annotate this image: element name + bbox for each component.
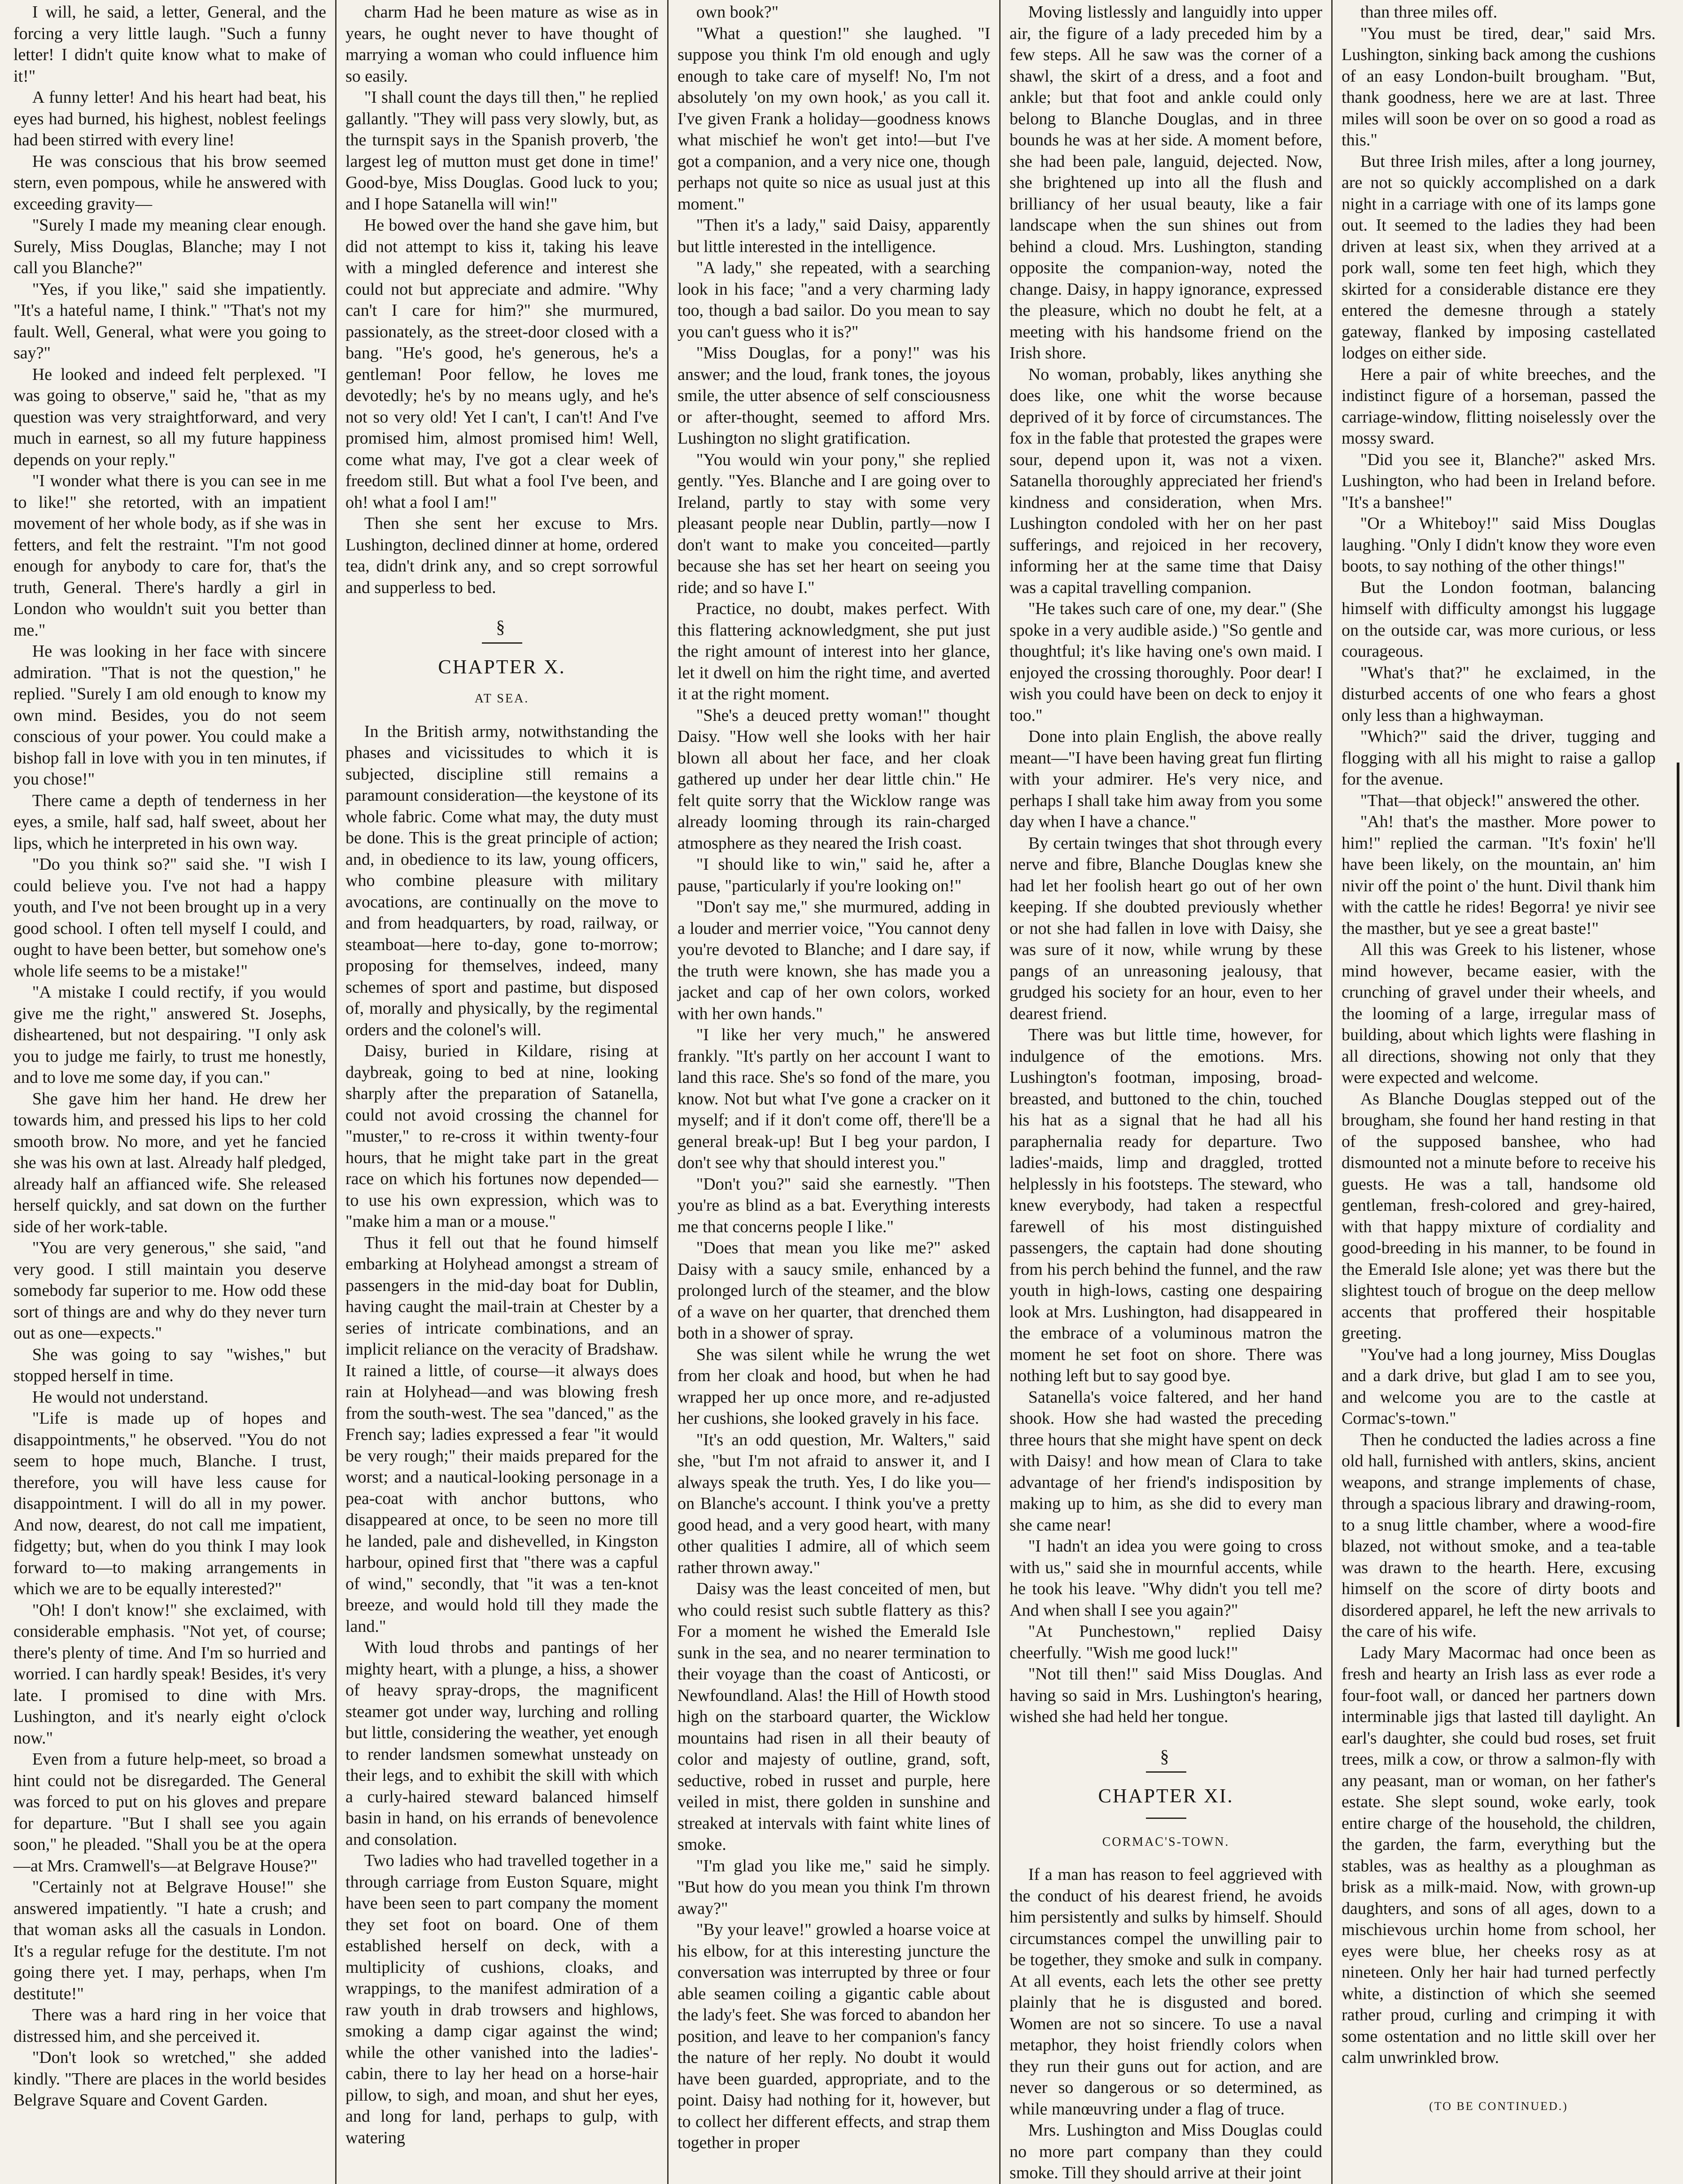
- chapter-rule: [1146, 1818, 1186, 1819]
- paragraph: But the London footman, balancing himself with difficulty amongst his luggage on the outside car, was more curious, or less courageous.: [1342, 578, 1656, 661]
- paragraph: "At Punchestown," replied Daisy cheerfully. "Wish me good luck!": [1010, 1622, 1322, 1662]
- paragraph: "She's a deuced pretty woman!" thought Daisy. "How well she looks with her hair blown all about her face, and her cloak gathered up under her dear little chin." He felt quite sorry that the Wicklow range was already looming through its rain-charged atmosphere as they neared the Irish coast.: [678, 706, 990, 853]
- paragraph: She was going to say "wishes," but stopped herself in time.: [13, 1345, 326, 1385]
- paragraph: "I like her very much," he answered frankly. "It's partly on her account I want to land this race. She's so fond of the mare, you know. Not but what I've gone a cracker on it myself; and if it don't come off, there'll be a general break-up! But I beg your pardon, I don't see why that should interest you.": [678, 1025, 990, 1172]
- paragraph: With loud throbs and pantings of her mighty heart, with a plunge, a hiss, a shower of heavy spray-drops, the magnificent steamer got under way, lurching and rolling but little, considering the weather, yet enough to render landsmen somewhat unsteady on their legs, and to exhibit the skill with which a curly-haired steward balanced himself basin in hand, on his errands of benevolence and consolation.: [345, 1638, 658, 1849]
- paragraph: A funny letter! And his heart had beat, his eyes had burned, his highest, noblest feelings had been stirred with every line!: [13, 88, 326, 149]
- paragraph: "Does that mean you like me?" asked Daisy with a saucy smile, enhanced by a prolonged lurch of the steamer, and the blow of a wave on her quarter, that drenched them both in a shower of spray.: [678, 1238, 990, 1343]
- paragraph: He was conscious that his brow seemed stern, even pompous, while he answered with exceeding gravity—: [13, 152, 326, 214]
- paragraph: "Don't say me," she murmured, adding in a louder and merrier voice, "You cannot deny you're devoted to Blanche; and I dare say, if the truth were known, she has made you a jacket and cap of her own colors, worked with her own hands.": [678, 898, 990, 1023]
- paragraph: Satanella's voice faltered, and her hand shook. How she had wasted the preceding three hours that she might have spent on deck with Daisy! and how mean of Clara to take advantage of her friend's indisposition by making up to him, as she did to every man she came near!: [1010, 1387, 1322, 1534]
- paragraph: "I hadn't an idea you were going to cross with us," said she in mournful accents, while he took his leave. "Why didn't you tell me? And when shall I see you again?": [1010, 1537, 1322, 1620]
- paragraph: "You would win your pony," she replied gently. "Yes. Blanche and I are going over to Ireland, partly to stay with some very pleasant people near Dublin, partly—now I don't want to make you conceited—partly because she has set her heart on seeing you ride; and so have I.": [678, 450, 990, 597]
- paragraph: "Yes, if you like," said she impatiently. "It's a hateful name, I think." "That's not my fault. Well, General, what were you going to say?": [13, 279, 326, 362]
- paragraph: Moving listlessly and languidly into upper air, the figure of a lady preceded him by a few steps. All he saw was the corner of a shawl, the skirt of a dress, and a foot and ankle; but that foot and ankle could only belong to Blanche Douglas, and in three bounds he was at her side. A moment before, she had been pale, languid, dejected. Now, she brightened up into all the flush and brilliancy of her usual beauty, like a fair landscape when the sun shines out from behind a cloud. Mrs. Lushington, standing opposite the companion-way, noted the change. Daisy, in happy ignorance, expressed the pleasure, which no doubt he felt, at a meeting with his handsome friend on the Irish shore.: [1010, 3, 1322, 362]
- chapter-subtitle: AT SEA.: [474, 692, 529, 706]
- paragraph: "He takes such care of one, my dear." (She spoke in a very audible aside.) "So gentle and thoughtful; it's like having one's own maid. I enjoyed the crossing thoroughly. Poor dear! I wish you could have been on deck to enjoy it too.": [1010, 599, 1322, 725]
- paragraph: I will, he said, a letter, General, and the forcing a very little laugh. "Such a funny letter! I didn't quite know what to make of it!": [13, 3, 326, 86]
- paragraph: Thus it fell out that he found himself embarking at Holyhead amongst a stream of passengers in the mid-day boat for Dublin, having caught the mail-train at Chester by a series of intricate combinations, and an implicit reliance on the veracity of Bradshaw. It rained a little, of course—it always does rain at Holyhead—and was blowing fresh from the south-west. The sea "danced," as the French say; ladies expressed a fear "it would be very rough;" their maids prepared for the worst; and a nautical-looking personage in a pea-coat with anchor buttons, who disappeared at once, to be seen no more till he landed, pale and dishevelled, in Kingston harbour, opined first that "there was a capful of wind," secondly, that "it was a ten-knot breeze, and would hold till they made the land.": [345, 1233, 658, 1636]
- chapter-ornament: §: [1160, 1746, 1172, 1766]
- paragraph: "I wonder what there is you can see in me to like!" she retorted, with an impatient movement of her whole body, as if she was in fetters, and felt the restraint. "I'm not good enough for anybody to care for, that's the truth, General. There's hardly a girl in London who wouldn't suit you better than me.": [13, 471, 326, 640]
- paragraph: "What's that?" he exclaimed, in the disturbed accents of one who fears a ghost only less than a highwayman.: [1342, 663, 1656, 725]
- paragraph: She was silent while he wrung the wet from her cloak and hood, but when he had wrapped her up once more, and re-adjusted her cushions, she looked gravely in his face.: [678, 1345, 990, 1428]
- paragraph: He looked and indeed felt perplexed. "I was going to observe," said he, "that as my question was very straightforward, and very much in earnest, so all my future happiness depends on your reply.": [13, 365, 326, 469]
- paragraph: "I'm glad you like me," said he simply. "But how do you mean you think I'm thrown away?": [678, 1856, 990, 1918]
- paragraph: "Don't look so wretched," she added kindly. "There are places in the world besides Belgrave Square and Covent Garden.: [13, 2048, 326, 2110]
- paragraph: "You must be tired, dear," said Mrs. Lushington, sinking back among the cushions of an easy London-built brougham. "But, thank goodness, here we are at last. Three miles will soon be over on so good a road as this.": [1342, 24, 1656, 149]
- column-4: [1001, 0, 1333, 2184]
- paragraph: "Or a Whiteboy!" said Miss Douglas laughing. "Only I didn't know they wore even boots, to say nothing of the other things!": [1342, 514, 1656, 575]
- paragraph: "Oh! I don't know!" she exclaimed, with considerable emphasis. "Not yet, of course; there's plenty of time. And I'm so hurried and worried. I can hardly speak! Besides, it's very late. I promised to dine with Mrs. Lushington, and it's nearly eight o'clock now.": [13, 1600, 326, 1748]
- paragraph: "Don't you?" said she earnestly. "Then you're as blind as a bat. Everything interests me that concerns people I like.": [678, 1174, 990, 1236]
- paragraph: Even from a future help-meet, so broad a hint could not be disregarded. The General was forced to put on his gloves and prepare for departure. "But I shall see you again soon," he pleaded. "Shall you be at the opera—at Mrs. Cramwell's—at Belgrave House?": [13, 1750, 326, 1875]
- paragraph: "Life is made up of hopes and disappointments," he observed. "You do not seem to hope much, Blanche. I trust, therefore, you will have less cause for disappointment. I will do all in my power. And now, dearest, do not call me impatient, fidgetty; but, when do you think I may look forward to—to making arrangements in which we are to be equally interested?": [13, 1409, 326, 1598]
- paragraph: She gave him her hand. He drew her towards him, and pressed his lips to her cold smooth brow. No more, and yet he fancied she was his own at last. Already half pledged, already half an affianced wife. She released herself quickly, and sat down on the further side of her work-table.: [13, 1089, 326, 1236]
- paragraph: "I shall count the days till then," he replied gallantly. "They will pass very slowly, but, as the turnspit says in the Spanish proverb, 'the largest leg of mutton must get done in time!' Good-bye, Miss Douglas. Good luck to you; and I hope Satanella will win!": [345, 88, 658, 214]
- paragraph: There was but little time, however, for indulgence of the emotions. Mrs. Lushington's footman, imposing, broad-breasted, and buttoned to the chin, touched his hat as a signal that he had all his paraphernalia ready for departure. Two ladies'-maids, limp and draggled, trotted helplessly in his footsteps. The steward, who knew everybody, had taken a respectful farewell of his most distinguished passengers, the captain had done shouting from his perch behind the funnel, and the raw youth in high-lows, casting one despairing look at Mrs. Lushington, had disappeared in the embrace of a voluminous matron the moment he set foot on shore. There was nothing left but to say good bye.: [1010, 1025, 1322, 1385]
- paragraph: own book?": [696, 3, 779, 22]
- chapter-ornament: §: [496, 617, 508, 637]
- paragraph: "That—that objeck!" answered the other.: [1360, 791, 1640, 810]
- paragraph: He would not understand.: [32, 1387, 209, 1407]
- text-columns: [4, 0, 1665, 2182]
- paragraph: "Ah! that's the masther. More power to him!" replied the carman. "It's foxin' he'll have been likely, on the mountain, an' him nivir off the point o' the hunt. Divil thank him with the cattle he rides! Begorra! ye nivir see the masther, but ye see a great baste!": [1342, 812, 1656, 938]
- paragraph: By certain twinges that shot through every nerve and fibre, Blanche Douglas knew she had let her foolish heart go out of her own keeping. If she doubted previously whether or not she had fallen in love with Daisy, she was sure of it now, while wrung by these pangs of an unreasoning jealousy, that grudged his society for an hour, even to her dearest friend.: [1010, 833, 1322, 1023]
- paragraph: Two ladies who had travelled together in a through carriage from Euston Square, might have been seen to part company the moment they set foot on board. One of them established herself on deck, with a multiplicity of cushions, cloaks, and wrappings, to the manifest admiration of a raw youth in drab trowsers and highlows, smoking a damp cigar against the wind; while the other vanished into the ladies'-cabin, there to lay her head on a horse-hair pillow, to sigh, and moan, and shut her eyes, and long for land, perhaps to gulp, with watering: [345, 1851, 658, 2147]
- paragraph: "Not till then!" said Miss Douglas. And having so said in Mrs. Lushington's hearing, wished she had held her tongue.: [1010, 1665, 1322, 1726]
- paragraph: Lady Mary Macormac had once been as fresh and hearty an Irish lass as ever rode a four-foot wall, or danced her partners down interminable jigs that lasted till daylight. An earl's daughter, she could bud roses, set fruit trees, milk a cow, or throw a salmon-fly with any peasant, man or woman, on her father's estate. She slept sound, woke early, took entire charge of the household, the children, the garden, the farm, everything but the stables, was as healthy as a ploughman as brisk as a milk-maid. Now, with grown-up daughters, and sons of all ages, down to a mischievous urchin home from school, her eyes were blue, her cheeks rosy as at nineteen. Only her hair had turned perfectly white, a distinction of which she seemed rather proud, curling and crimping it with some ostentation and no little skill over her calm unwrinkled brow.: [1342, 1643, 1656, 2067]
- paragraph: Practice, no doubt, makes perfect. With this flattering acknowledgment, she put just the right amount of interest into her glance, let it dwell on him the right time, and averted it at the right moment.: [678, 599, 990, 703]
- paragraph: Here a pair of white breeches, and the indistinct figure of a horseman, passed the carriage-window, flitting noiselessly over the mossy sward.: [1342, 365, 1656, 448]
- column-3: [669, 0, 1001, 2184]
- chapter-subtitle: CORMAC'S-TOWN.: [1102, 1835, 1230, 1849]
- paragraph: He was looking in her face with sincere admiration. "That is not the question," he replied. "Surely I am old enough to know my own mind. Besides, you do not seem conscious of your power. You could make a bishop fall in love with you in ten minutes, if you chose!": [13, 642, 326, 789]
- chapter-rule: [1146, 1771, 1186, 1773]
- chapter-rule: [482, 642, 522, 644]
- column-5: [1333, 0, 1665, 2184]
- paragraph: "What a question!" she laughed. "I suppose you think I'm old enough and ugly enough to take care of myself! No, I'm not absolutely 'on my own hook,' as you call it. I've given Frank a holiday—goodness knows what mischief he won't get into!—but I've got a companion, and a very nice one, though perhaps not quite so nice as usual just at this moment.": [678, 24, 990, 214]
- paragraph: "Which?" said the driver, tugging and flogging with all his might to raise a gallop for the avenue.: [1342, 727, 1656, 789]
- paragraph: If a man has reason to feel aggrieved with the conduct of his dearest friend, he avoids him persistently and sulks by himself. Should circumstances compel the unwilling pair to be together, they smoke and sulk in company. At all events, each lets the other see pretty plainly that he is disgusted and bored. Women are not so sincere. To use a naval metaphor, they hoist friendly colors when they run their guns out for action, and are never so dangerous or so determined, as while manœuvring under a flag of truce.: [1010, 1865, 1322, 2119]
- paragraph: Mrs. Lushington and Miss Douglas could no more part company than they could smoke. Till they should arrive at their joint: [1010, 2121, 1322, 2182]
- paragraph: "I should like to win," said he, after a pause, "particularly if you're looking on!": [678, 855, 990, 895]
- paragraph: Then he conducted the ladies across a fine old hall, furnished with antlers, skins, ancient weapons, and strange implements of chase, through a spacious library and drawing-room, to a snug little chamber, where a wood-fire blazed, not without smoke, and a tea-table was drawn to the hearth. Here, excusing himself on the score of dirty boots and disordered apparel, he left the new arrivals to the care of his wife.: [1342, 1430, 1656, 1641]
- paragraph: No woman, probably, likes anything she does like, one whit the worse because deprived of it by force of circumstances. The fox in the fable that protested the grapes were sour, depend upon it, was not a vixen. Satanella thoroughly appreciated her friend's kindness and consideration, when Mrs. Lushington condoled with her on her past sufferings, and rejoiced in her recovery, informing her at the same time that Daisy was a capital travelling companion.: [1010, 365, 1322, 597]
- paragraph: Then she sent her excuse to Mrs. Lushington, declined dinner at home, ordered tea, didn't drink any, and so crept sorrowful and supperless to bed.: [345, 514, 658, 597]
- column-2: [337, 0, 669, 2184]
- paragraph: Daisy was the least conceited of men, but who could resist such subtle flattery as this? For a moment he wished the Emerald Isle sunk in the sea, and no nearer termination to their voyage than the coast of Anticosti, or Newfoundland. Alas! the Hill of Howth stood high on the starboard quarter, the Wicklow mountains had risen in all their beauty of color and majesty of outline, grand, soft, seductive, robed in russet and purple, here veiled in mist, there golden in sunshine and streaked at intervals with faint white lines of smoke.: [678, 1579, 990, 1854]
- paragraph: But three Irish miles, after a long journey, are not so quickly accomplished on a dark night in a carriage with one of its lamps gone out. It seemed to the ladies they had been driven at least six, when they arrived at a pork wall, some ten feet high, which they skirted for a considerable distance ere they entered the demesne through a stately gateway, flanked by imposing castellated lodges on either side.: [1342, 152, 1656, 362]
- paragraph: "Did you see it, Blanche?" asked Mrs. Lushington, who had been in Ireland before. "It's a banshee!": [1342, 450, 1656, 512]
- paragraph: "Certainly not at Belgrave House!" she answered impatiently. "I hate a crush; and that woman asks all the casuals in London. It's a regular refuge for the destitute. I'm not going there yet. I may, perhaps, when I'm destitute!": [13, 1878, 326, 2003]
- paragraph: As Blanche Douglas stepped out of the brougham, she found her hand resting in that of the supposed banshee, who had dismounted not a minute before to receive his guests. He was a tall, handsome old gentleman, fresh-colored and grey-haired, with that happy mixture of cordiality and good-breeding in his manner, to be found in the Emerald Isle alone; yet was there but the slightest touch of brogue on the deep mellow accents that proffered their hospitable greeting.: [1342, 1089, 1656, 1343]
- paragraph: Daisy, buried in Kildare, rising at daybreak, going to bed at nine, looking sharply after the preparation of Satanella, could not avoid crossing the channel for "muster," to re-cross it within twenty-four hours, that he might take part in the great race on which his fortunes now depended—to use his own expression, which was to "make him a man or a mouse.": [345, 1042, 658, 1231]
- paragraph: There came a depth of tenderness in her eyes, a smile, half sad, half sweet, about her lips, which he interpreted in his own way.: [13, 791, 326, 853]
- paragraph: "Then it's a lady," said Daisy, apparently but little interested in the intelligence.: [678, 216, 990, 256]
- paragraph: All this was Greek to his listener, whose mind however, became easier, with the crunching of gravel under their wheels, and the looming of a large, irregular mass of building, about which lights were flashing in all directions, showing not only that they were expected and welcome.: [1342, 940, 1656, 1087]
- paragraph: than three miles off.: [1360, 3, 1498, 22]
- paragraph: "Surely I made my meaning clear enough. Surely, Miss Douglas, Blanche; may I not call you Blanche?": [13, 216, 326, 277]
- paragraph: "You've had a long journey, Miss Douglas and a dark drive, but glad I am to see you, and welcome you are to the castle at Cormac's-town.": [1342, 1345, 1656, 1428]
- paragraph: He bowed over the hand she gave him, but did not attempt to kiss it, taking his leave with a mingled deference and interest she could not but appreciate and admire. "Why can't I care for him?" she murmured, passionately, as the street-door closed with a bang. "He's good, he's generous, he's a gentleman! Poor fellow, he loves me devotedly; he's by no means ugly, and he's not so very old! Yet I can't, I can't! And I've promised him, almost promised him! Well, come what may, I've got a clear week of freedom still. But what a fool I've been, and oh! what a fool I am!": [345, 216, 658, 512]
- to-be-continued: (TO BE CONTINUED.): [1429, 2099, 1568, 2113]
- paragraph: "Do you think so?" said she. "I wish I could believe you. I've not had a happy youth, and I've not been brought up in a very good school. I often tell myself I could, and ought to have been better, but somehow one's whole life seems to be a mistake!": [13, 855, 326, 981]
- chapter-title: CHAPTER XI.: [1098, 1785, 1234, 1807]
- paragraph: There was a hard ring in her voice that distressed him, and she perceived it.: [13, 2005, 326, 2046]
- paragraph: Done into plain English, the above really meant—"I have been having great fun flirting with your admirer. He's very nice, and perhaps I shall take him away from you some day when I have a chance.": [1010, 727, 1322, 831]
- paragraph: "By your leave!" growled a hoarse voice at his elbow, for at this interesting juncture the conversation was interrupted by three or four able seamen coiling a gigantic cable about the lady's feet. She was forced to abandon her position, and leave to her companion's fancy the nature of her reply. No doubt it would have been guarded, appropriate, and to the point. Daisy had nothing for it, however, but to collect her different effects, and strap them together in proper: [678, 1920, 990, 2152]
- paragraph: charm Had he been mature as wise as in years, he ought never to have thought of marrying a woman who could influence him so easily.: [345, 3, 658, 86]
- paragraph: "A mistake I could rectify, if you would give me the right," answered St. Josephs, disheartened, but not despairing. "I only ask you to judge me fairly, to trust me honestly, and to love me some day, if you can.": [13, 983, 326, 1087]
- page-edge-shadow: [1677, 763, 1679, 1727]
- paragraph: "You are very generous," she said, "and very good. I still maintain you deserve somebody far superior to me. How odd these sort of things are and why do they never turn out as one—expects.": [13, 1238, 326, 1343]
- paragraph: "A lady," she repeated, with a searching look in his face; "and a very charming lady too, though a bad sailor. Do you mean to say you can't guess who it is?": [678, 258, 990, 341]
- paragraph: "Miss Douglas, for a pony!" was his answer; and the loud, frank tones, the joyous smile, the utter absence of self consciousness or after-thought, seemed to afford Mrs. Lushington no slight gratification.: [678, 344, 990, 448]
- paragraph: "It's an odd question, Mr. Walters," said she, "but I'm not afraid to answer it, and I always speak the truth. Yes, I do like you—on Blanche's account. I think you've a pretty good head, and a very good heart, with many other qualities I admire, all of which seem rather thrown away.": [678, 1430, 990, 1577]
- chapter-title: CHAPTER X.: [438, 655, 566, 678]
- paragraph: In the British army, notwithstanding the phases and vicissitudes to which it is subjected, discipline still remains a paramount consideration—the keystone of its whole fabric. Come what may, the duty must be done. This is the great principle of action; and, in obedience to its law, young officers, who combine pleasure with military avocations, are continually on the move to and from headquarters, by road, railway, or steamboat—here to-day, gone to-morrow; proposing for themselves, indeed, many schemes of sport and pastime, but disposed of, morally and physically, by the regimental orders and the colonel's will.: [345, 722, 658, 1039]
- column-1: [4, 0, 337, 2184]
